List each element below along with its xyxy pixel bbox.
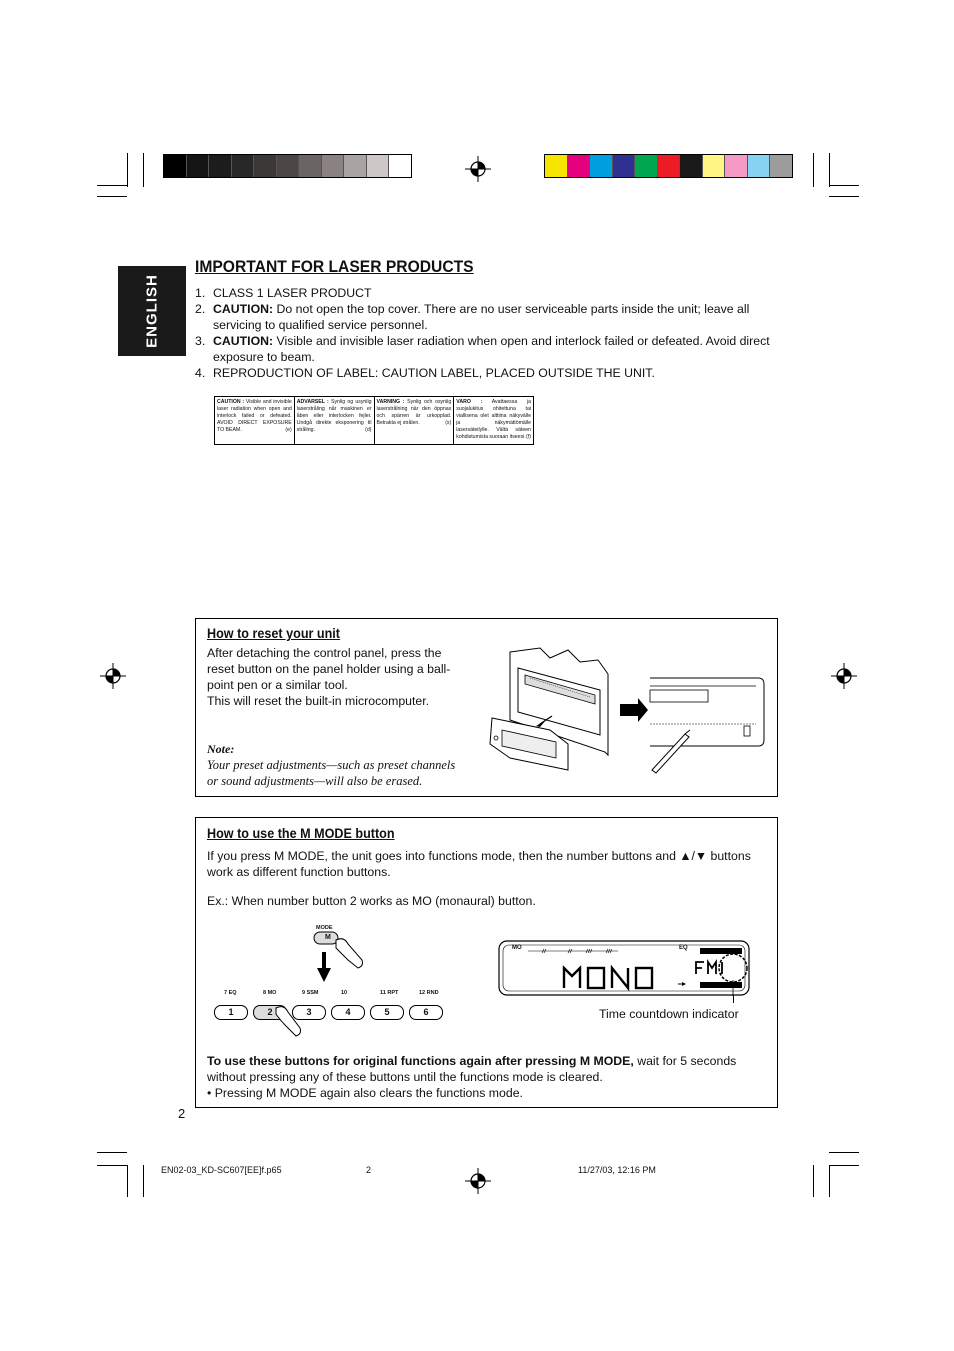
laser-list — [195, 285, 775, 381]
caution-label-head: VARO : — [456, 399, 483, 405]
color-swatch — [680, 155, 703, 177]
process-color-bar — [544, 154, 793, 178]
mmode-intro-line: If you press M MODE, the unit goes into functions mode, then the number buttons and ▲/▼ buttons — [207, 849, 751, 863]
caution-label-code: (e) — [285, 427, 292, 433]
caution-label-head: CAUTION : — [217, 399, 245, 405]
button-function-label: 11 RPT — [380, 990, 399, 996]
language-tab-label: ENGLISH — [143, 274, 161, 348]
caution-label-reproduction — [214, 396, 534, 445]
crop-mark — [97, 1152, 127, 1153]
number-button-2: 2 — [253, 1005, 287, 1020]
list-text: REPRODUCTION OF LABEL: CAUTION LABEL, PLACED OUTSIDE THE UNIT. — [213, 366, 655, 380]
registration-target-icon — [465, 156, 491, 182]
mmode-restore-bold: To use these buttons for original functions again after pressing M MODE, — [207, 1054, 634, 1068]
laser-list-item — [195, 365, 775, 381]
color-swatch — [703, 155, 726, 177]
color-swatch — [209, 155, 232, 177]
note-title: Note: — [207, 742, 235, 756]
caution-label-code: (f) — [526, 434, 531, 440]
crop-mark — [127, 1165, 128, 1197]
color-swatch — [658, 155, 681, 177]
mmode-intro — [207, 848, 772, 880]
caution-label-code: (d) — [365, 427, 372, 433]
color-swatch — [277, 155, 300, 177]
caution-label-code: (s) — [445, 420, 452, 426]
caution-label-body: Visible and invisible laser radiation when open and interlock failed or defeated. AVOID DIRECT EXPOSURE TO BEAM. — [217, 399, 292, 433]
registration-target-icon — [100, 663, 126, 689]
note-line: Your preset adjustments—such as preset channels — [207, 758, 456, 772]
footer-date: 11/27/03, 12:16 PM — [578, 1165, 656, 1175]
number-button-4: 4 — [331, 1005, 365, 1020]
mode-key-label: MODE — [316, 925, 333, 931]
button-function-label: 12 RND — [419, 990, 439, 996]
color-swatch — [367, 155, 390, 177]
lcd-mode-indicator: MO — [512, 945, 522, 951]
caution-keyword: CAUTION: — [213, 302, 274, 316]
indicator-line — [733, 995, 734, 1003]
caution-label-body: Synlig og usynlig laserstråling når maskinen er åben eller interlocken fejler. Undgå direkte eksponering til stråling. — [296, 399, 372, 433]
grayscale-color-bar — [163, 154, 412, 178]
color-swatch — [232, 155, 255, 177]
language-tab — [118, 266, 186, 356]
button-function-label: 10 — [341, 990, 348, 996]
note-line: or sound adjustments—will also be erased. — [207, 774, 423, 788]
color-swatch — [344, 155, 367, 177]
list-text: Visible and invisible laser radiation when open and interlock failed or defeated. Avoid direct exposure to beam. — [213, 334, 770, 364]
crop-mark — [829, 1152, 859, 1153]
mmode-restore-note — [207, 1053, 772, 1101]
crop-mark — [813, 153, 814, 187]
crop-mark — [829, 1165, 859, 1166]
reset-section-title: How to reset your unit — [207, 625, 341, 641]
color-swatch — [254, 155, 277, 177]
footer-page: 2 — [366, 1165, 372, 1175]
crop-mark — [829, 153, 830, 187]
caution-label-cell — [375, 397, 455, 444]
button-function-label: 7 EQ — [224, 990, 237, 996]
crop-mark — [143, 153, 144, 187]
caution-label-cell — [215, 397, 295, 444]
lcd-eq-indicator: EQ — [679, 945, 688, 951]
mmode-bullet: • Pressing M MODE again also clears the functions mode. — [207, 1086, 523, 1100]
laser-section-title: IMPORTANT FOR LASER PRODUCTS — [195, 257, 474, 276]
laser-list-item — [195, 285, 775, 301]
crop-mark — [97, 185, 127, 186]
mmode-example: Ex.: When number button 2 works as MO (monaural) button. — [207, 894, 536, 908]
note-text — [207, 757, 469, 789]
number-button-5: 5 — [370, 1005, 404, 1020]
reset-line: point pen or a similar tool. — [207, 678, 348, 692]
crop-mark — [97, 1165, 127, 1166]
reset-illustration — [480, 640, 770, 790]
caution-label-body: Avattaessa ja suojalukitus ohitettuna tai viallisena olet alttiina näkyvälle ja näkymättömälle lasersäteilylle. Vältä säteen kohdistumista suoraan itseesi. — [456, 399, 531, 440]
caution-label-head: ADVARSEL : — [296, 399, 329, 405]
lcd-band-text — [2, 4, 4, 5]
number-button-1: 1 — [214, 1005, 248, 1020]
color-swatch — [568, 155, 591, 177]
color-swatch — [748, 155, 771, 177]
color-swatch — [164, 155, 187, 177]
color-swatch — [187, 155, 210, 177]
lcd-display-illustration — [498, 940, 750, 996]
caution-keyword: CAUTION: — [213, 334, 274, 348]
color-swatch — [590, 155, 613, 177]
caution-label-cell — [454, 397, 533, 444]
mmode-intro-line: work as different function buttons. — [207, 865, 391, 879]
crop-mark — [813, 1165, 814, 1197]
number-button-6: 6 — [409, 1005, 443, 1020]
list-number: 3. — [195, 334, 206, 348]
color-swatch — [389, 155, 411, 177]
footer-file-name: EN02-03_KD-SC607[EE]f.p65 — [161, 1165, 282, 1175]
color-swatch — [635, 155, 658, 177]
mmode-restore-text: wait for 5 seconds — [633, 1054, 737, 1068]
list-number: 4. — [195, 366, 206, 380]
caution-label-body: Synlig och osynlig laserstrålning när den öppnas och spärren är urkopplad. Betrakta ej strålen. — [376, 399, 452, 426]
caution-label-cell — [295, 397, 375, 444]
m-key-label: M — [325, 934, 331, 941]
color-swatch — [322, 155, 345, 177]
crop-mark — [829, 185, 859, 186]
crop-mark — [829, 196, 859, 197]
color-swatch — [770, 155, 792, 177]
reset-line: This will reset the built-in microcomputer. — [207, 694, 430, 708]
crop-mark — [143, 1165, 144, 1197]
mmode-section-title: How to use the M MODE button — [207, 825, 395, 841]
registration-target-icon — [465, 1168, 491, 1194]
button-function-label: 8 MO — [263, 990, 277, 996]
crop-mark — [97, 196, 127, 197]
mmode-restore-line2: without pressing any of these buttons until the functions mode is cleared. — [207, 1070, 603, 1084]
color-swatch — [299, 155, 322, 177]
reset-line: After detaching the control panel, press the — [207, 646, 442, 660]
color-swatch — [545, 155, 568, 177]
m-mode-button-illustration — [300, 930, 380, 986]
crop-mark — [829, 1165, 830, 1197]
reset-line: reset button on the panel holder using a ball- — [207, 662, 451, 676]
laser-list-item — [195, 333, 775, 365]
color-swatch — [613, 155, 636, 177]
caution-label-head: VARNING : — [376, 399, 405, 405]
page-number: 2 — [178, 1106, 186, 1121]
lcd-main-text — [2, 2, 5, 3]
number-button-3: 3 — [292, 1005, 326, 1020]
laser-list-item — [195, 301, 775, 333]
list-number: 2. — [195, 302, 206, 316]
crop-mark — [127, 153, 128, 187]
list-text: Do not open the top cover. There are no user serviceable parts inside the unit; leave all servicing to qualified service personnel. — [213, 302, 750, 332]
list-text: CLASS 1 LASER PRODUCT — [213, 286, 372, 300]
finger-press-icon — [270, 1002, 310, 1038]
button-function-label: 9 SSM — [302, 990, 319, 996]
list-number: 1. — [195, 286, 206, 300]
color-swatch — [725, 155, 748, 177]
registration-target-icon — [831, 663, 857, 689]
time-countdown-indicator-label: Time countdown indicator — [599, 1007, 739, 1021]
reset-instructions — [207, 645, 467, 709]
